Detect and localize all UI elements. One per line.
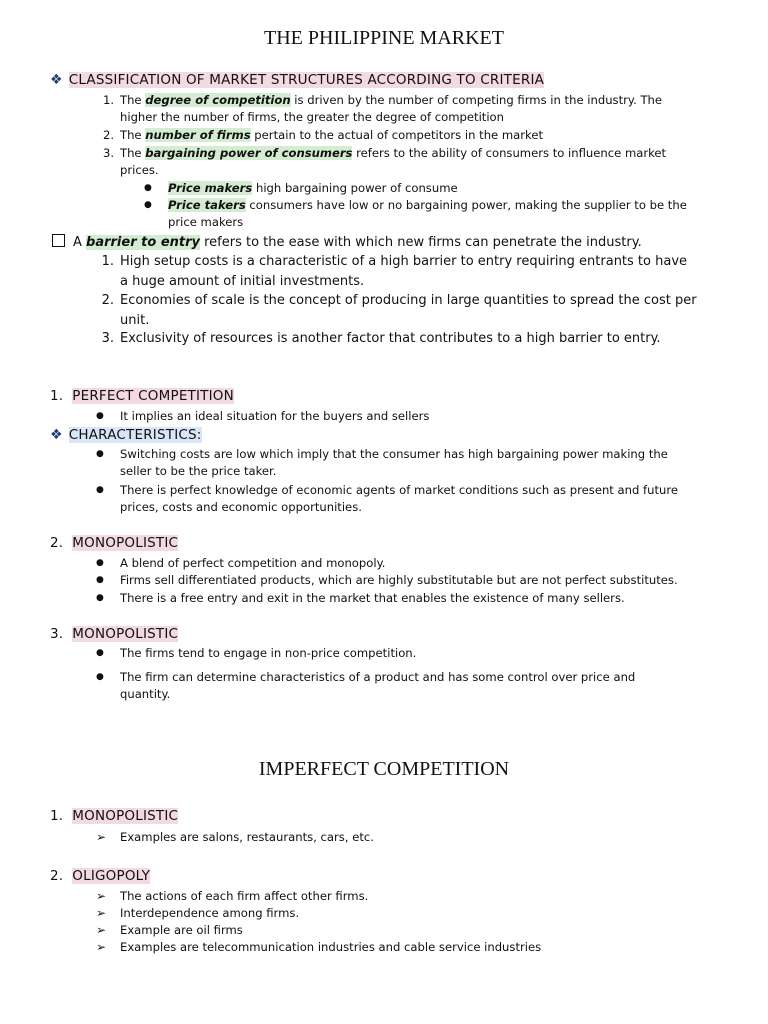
list-item: ● Price takers consumers have low or no bargaining power, making the supplier to be the price makers — [144, 198, 687, 229]
section-title: IMPERFECT COMPETITION — [258, 758, 510, 780]
bullet-icon: ● — [144, 183, 152, 193]
list-item: ● There is perfect knowledge of economic agents of market conditions such as present and future prices, costs and economic opportunities. — [96, 483, 679, 514]
list-item: ● There is a free entry and exit in the market that enables the existence of many sellers. — [96, 591, 625, 605]
list-item: ➢ Interdependence among firms. — [96, 906, 300, 920]
list-item: 1. The degree of competition is driven by the number of competing firms in the industry. The higher the number of firms, the greater the degree of competition — [102, 93, 663, 124]
list-item: ● Price makers high bargaining power of consume — [144, 181, 458, 195]
list-item: 2. Economies of scale is the concept of producing in large quantities to spread the cost per unit. — [101, 293, 697, 328]
list-item: ➢ Examples are salons, restaurants, cars, etc. — [96, 830, 374, 844]
list-item: ● It implies an ideal situation for the buyers and sellers — [96, 409, 430, 423]
arrow-bullet-icon: ➢ — [96, 923, 107, 937]
checkbox-icon — [52, 234, 65, 247]
diamond-bullet-icon: ❖ — [50, 427, 63, 443]
classification-heading: ❖ CLASSIFICATION OF MARKET STRUCTURES ACCORDING TO CRITERIA — [50, 72, 545, 88]
section-heading: 1. MONOPOLISTIC — [50, 808, 179, 824]
list-item: 2. The number of firms pertain to the actual of competitors in the market — [102, 128, 544, 142]
list-item: 3. The bargaining power of consumers refers to the ability of consumers to influence market prices. — [102, 146, 667, 177]
diamond-bullet-icon: ❖ — [50, 72, 63, 88]
bullet-icon: ● — [96, 593, 104, 603]
list-item: 1. High setup costs is a characteristic of a high barrier to entry requiring entrants to have a huge amount of initial investments. — [101, 254, 688, 289]
list-item: ● Firms sell differentiated products, which are highly substitutable but are not perfect substitutes. — [96, 573, 678, 587]
section-heading: 3. MONOPOLISTIC — [50, 626, 179, 642]
section-heading: 2. MONOPOLISTIC — [50, 535, 179, 551]
list-item: 3. Exclusivity of resources is another factor that contributes to a high barrier to entry. — [101, 331, 661, 346]
list-item: ● The firms tend to engage in non-price competition. — [96, 646, 417, 660]
barrier-paragraph: A barrier to entry refers to the ease with which new firms can penetrate the industry. — [52, 233, 752, 253]
bullet-icon: ● — [96, 485, 104, 495]
page-title: THE PHILIPPINE MARKET — [264, 27, 504, 49]
list-item: ● The firm can determine characteristics of a product and has some control over price and quantity. — [96, 670, 636, 701]
bullet-icon: ● — [96, 575, 104, 585]
section-heading: 2. OLIGOPOLY — [50, 868, 151, 884]
arrow-bullet-icon: ➢ — [96, 830, 107, 844]
bullet-icon: ● — [96, 558, 104, 568]
arrow-bullet-icon: ➢ — [96, 906, 107, 920]
characteristics-heading: ❖ CHARACTERISTICS: — [50, 427, 202, 443]
list-item: ● A blend of perfect competition and monopoly. — [96, 556, 386, 570]
list-item: ● Switching costs are low which imply that the consumer has high bargaining power making the seller to be the price taker. — [96, 447, 668, 478]
bullet-icon: ● — [96, 411, 104, 421]
section-heading: 1. PERFECT COMPETITION — [50, 388, 234, 404]
arrow-bullet-icon: ➢ — [96, 889, 107, 903]
list-item: ➢ The actions of each firm affect other firms. — [96, 889, 369, 903]
list-item: ➢ Examples are telecommunication industries and cable service industries — [96, 940, 542, 954]
arrow-bullet-icon: ➢ — [96, 940, 107, 954]
bullet-icon: ● — [96, 449, 104, 459]
bullet-icon: ● — [96, 648, 104, 658]
bullet-icon: ● — [144, 200, 152, 210]
list-item: ➢ Example are oil firms — [96, 923, 243, 937]
bullet-icon: ● — [96, 672, 104, 682]
